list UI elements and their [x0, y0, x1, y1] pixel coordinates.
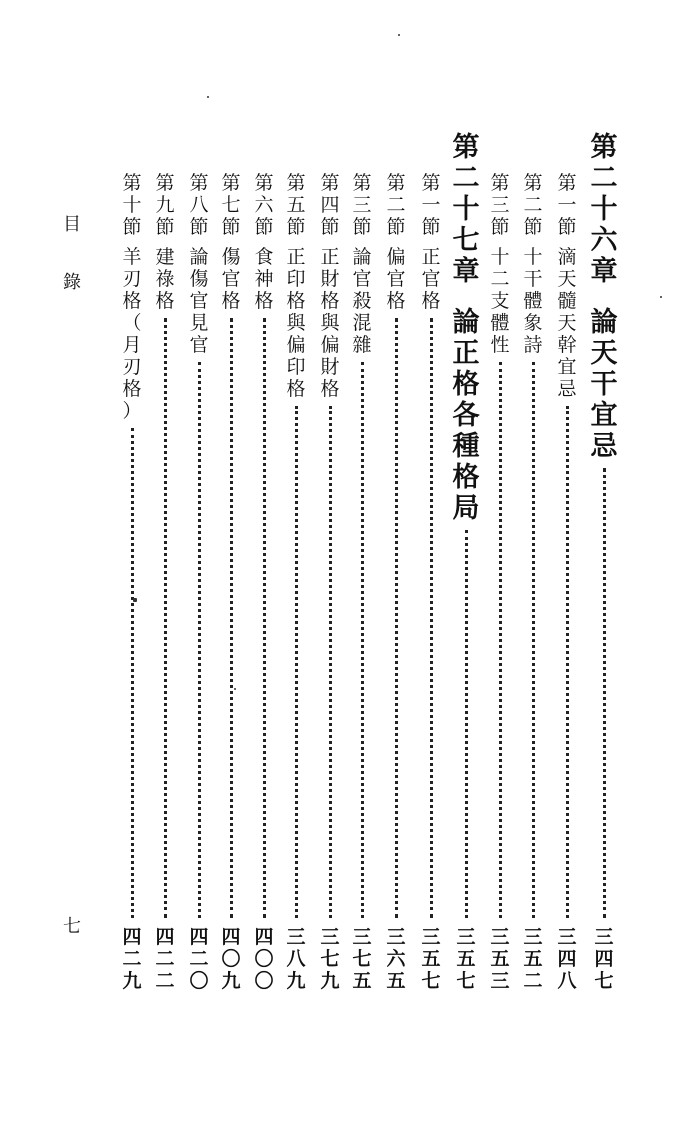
dot-leader — [361, 362, 364, 918]
entry-title: 正 財 格 與 偏 財 格 — [320, 246, 340, 400]
entry-page-number: 四 〇 〇 — [254, 926, 274, 992]
entry-page-number: 三 五 七 — [456, 926, 476, 992]
entry-number: 第 八 節 — [189, 172, 209, 238]
dot-leader — [499, 362, 502, 918]
toc-section-entry[interactable] — [185, 172, 213, 992]
entry-number: 第 二 節 — [386, 172, 406, 238]
dot-leader — [465, 530, 468, 918]
entry-title: 正 印 格 與 偏 印 格 — [286, 246, 306, 400]
entry-number: 第 四 節 — [320, 172, 340, 238]
dot-leader — [566, 406, 569, 918]
entry-title: 十 干 體 象 詩 — [523, 246, 543, 356]
entry-number: 第 五 節 — [286, 172, 306, 238]
entry-number: 第 十 節 — [122, 172, 142, 238]
toc-section-entry[interactable] — [282, 172, 310, 992]
running-head-char-1: 目 — [63, 214, 81, 235]
entry-page-number: 四 二 九 — [122, 926, 142, 992]
toc-section-entry[interactable] — [348, 172, 376, 992]
dot-leader — [395, 318, 398, 918]
entry-number: 第 三 節 — [352, 172, 372, 238]
entry-title: 正 官 格 — [421, 246, 441, 312]
entry-title: 論 正 格 各 種 格 局 — [452, 307, 480, 524]
running-head-char-2: 錄 — [63, 272, 81, 293]
dot-leader — [263, 318, 266, 918]
toc-chapter-entry[interactable] — [446, 132, 486, 992]
dot-leader — [164, 318, 167, 918]
dot-leader — [430, 318, 433, 918]
dot-leader — [295, 406, 298, 918]
entry-title: 論 官 殺 混 雜 — [352, 246, 372, 356]
entry-page-number: 三 四 七 — [594, 926, 614, 992]
toc-section-entry[interactable] — [151, 172, 179, 992]
entry-page-number: 三 八 九 — [286, 926, 306, 992]
toc-chapter-entry[interactable] — [584, 132, 624, 992]
dot-leader — [532, 362, 535, 918]
entry-title: 建 祿 格 — [155, 246, 175, 312]
entry-title: 論 傷 官 見 官 — [189, 246, 209, 356]
entry-number: 第 二 十 七 章 — [452, 132, 480, 287]
entry-number: 第 三 節 — [490, 172, 510, 238]
entry-number: 第 二 節 — [523, 172, 543, 238]
toc-section-entry[interactable] — [553, 172, 581, 992]
entry-number: 第 九 節 — [155, 172, 175, 238]
entry-page-number: 四 〇 九 — [221, 926, 241, 992]
entry-page-number: 四 二 二 — [155, 926, 175, 992]
toc-section-entry[interactable] — [118, 172, 146, 992]
toc-section-entry[interactable] — [316, 172, 344, 992]
dot-leader — [230, 318, 233, 918]
entry-page-number: 三 五 二 — [523, 926, 543, 992]
dot-leader — [329, 406, 332, 918]
entry-title: 羊 刃 格 （ 月 刃 格 ） — [122, 246, 142, 422]
entry-number: 第 二 十 六 章 — [590, 132, 618, 287]
entry-page-number: 三 四 八 — [557, 926, 577, 992]
entry-title: 偏 官 格 — [386, 246, 406, 312]
entry-number: 第 一 節 — [557, 172, 577, 238]
entry-title: 傷 官 格 — [221, 246, 241, 312]
toc-section-entry[interactable] — [486, 172, 514, 992]
entry-page-number: 三 六 五 — [386, 926, 406, 992]
entry-page-number: 三 七 九 — [320, 926, 340, 992]
entry-page-number: 三 五 三 — [490, 926, 510, 992]
entry-page-number: 四 二 〇 — [189, 926, 209, 992]
entry-title: 十 二 支 體 性 — [490, 246, 510, 356]
entry-page-number: 三 七 五 — [352, 926, 372, 992]
page-folio: 七 — [63, 916, 81, 937]
dot-leader — [603, 468, 606, 918]
toc-section-entry[interactable] — [217, 172, 245, 992]
entry-page-number: 三 五 七 — [421, 926, 441, 992]
toc-section-entry[interactable] — [417, 172, 445, 992]
entry-title: 食 神 格 — [254, 246, 274, 312]
toc-section-entry[interactable] — [250, 172, 278, 992]
entry-title: 滴 天 髓 天 幹 宜 忌 — [557, 246, 577, 400]
dot-leader — [131, 428, 134, 918]
toc-section-entry[interactable] — [519, 172, 547, 992]
dot-leader — [198, 362, 201, 918]
toc-section-entry[interactable] — [382, 172, 410, 992]
entry-number: 第 一 節 — [421, 172, 441, 238]
entry-number: 第 六 節 — [254, 172, 274, 238]
entry-title: 論 天 干 宜 忌 — [590, 307, 618, 462]
entry-number: 第 七 節 — [221, 172, 241, 238]
